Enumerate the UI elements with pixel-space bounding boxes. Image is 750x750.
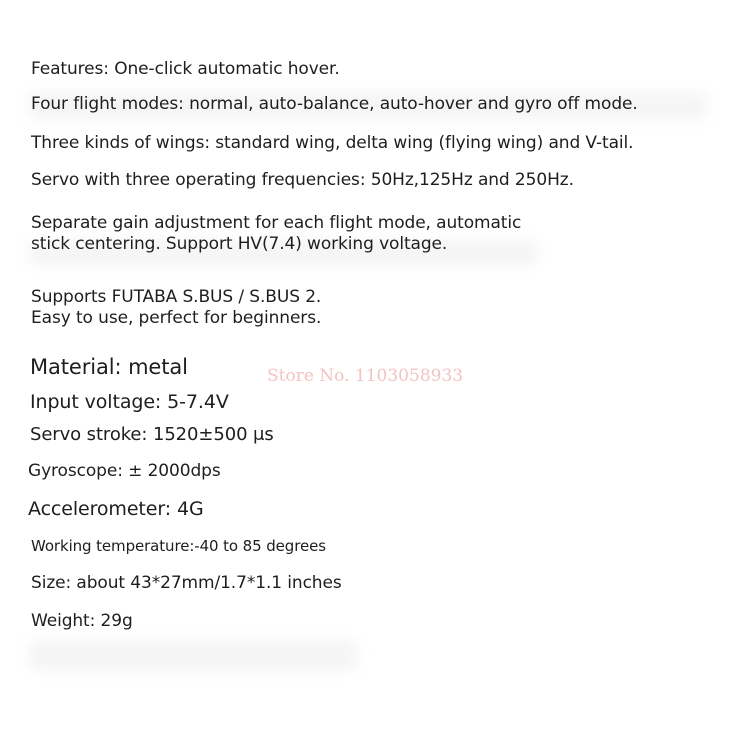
spec-material: Material: metal [30,355,188,379]
feature-gain-adjustment [31,213,521,255]
background-smudge [28,640,358,670]
spec-servo-stroke: Servo stroke: 1520±500 μs [30,424,274,445]
feature-gain-line-2: stick centering. Support HV(7.4) working voltage. [31,234,448,254]
feature-servo-frequencies: Servo with three operating frequencies: 50Hz,125Hz and 250Hz. [31,170,574,190]
store-watermark: Store No. 1103058933 [267,366,464,386]
feature-sbus-line-1: Supports FUTABA S.BUS / S.BUS 2. [31,287,322,307]
spec-input-voltage: Input voltage: 5-7.4V [30,391,229,413]
spec-size: Size: about 43*27mm/1.7*1.1 inches [31,573,342,593]
feature-hover: Features: One-click automatic hover. [31,59,340,79]
spec-accelerometer: Accelerometer: 4G [28,498,204,520]
feature-flight-modes: Four flight modes: normal, auto-balance, auto-hover and gyro off mode. [31,94,638,114]
spec-working-temperature: Working temperature:-40 to 85 degrees [31,537,326,555]
feature-wings: Three kinds of wings: standard wing, delta wing (flying wing) and V-tail. [31,133,634,153]
spec-weight: Weight: 29g [31,611,133,631]
feature-sbus-support [31,287,321,329]
spec-gyroscope: Gyroscope: ± 2000dps [28,461,221,481]
feature-gain-line-1: Separate gain adjustment for each flight mode, automatic [31,213,522,233]
feature-sbus-line-2: Easy to use, perfect for beginners. [31,308,322,328]
